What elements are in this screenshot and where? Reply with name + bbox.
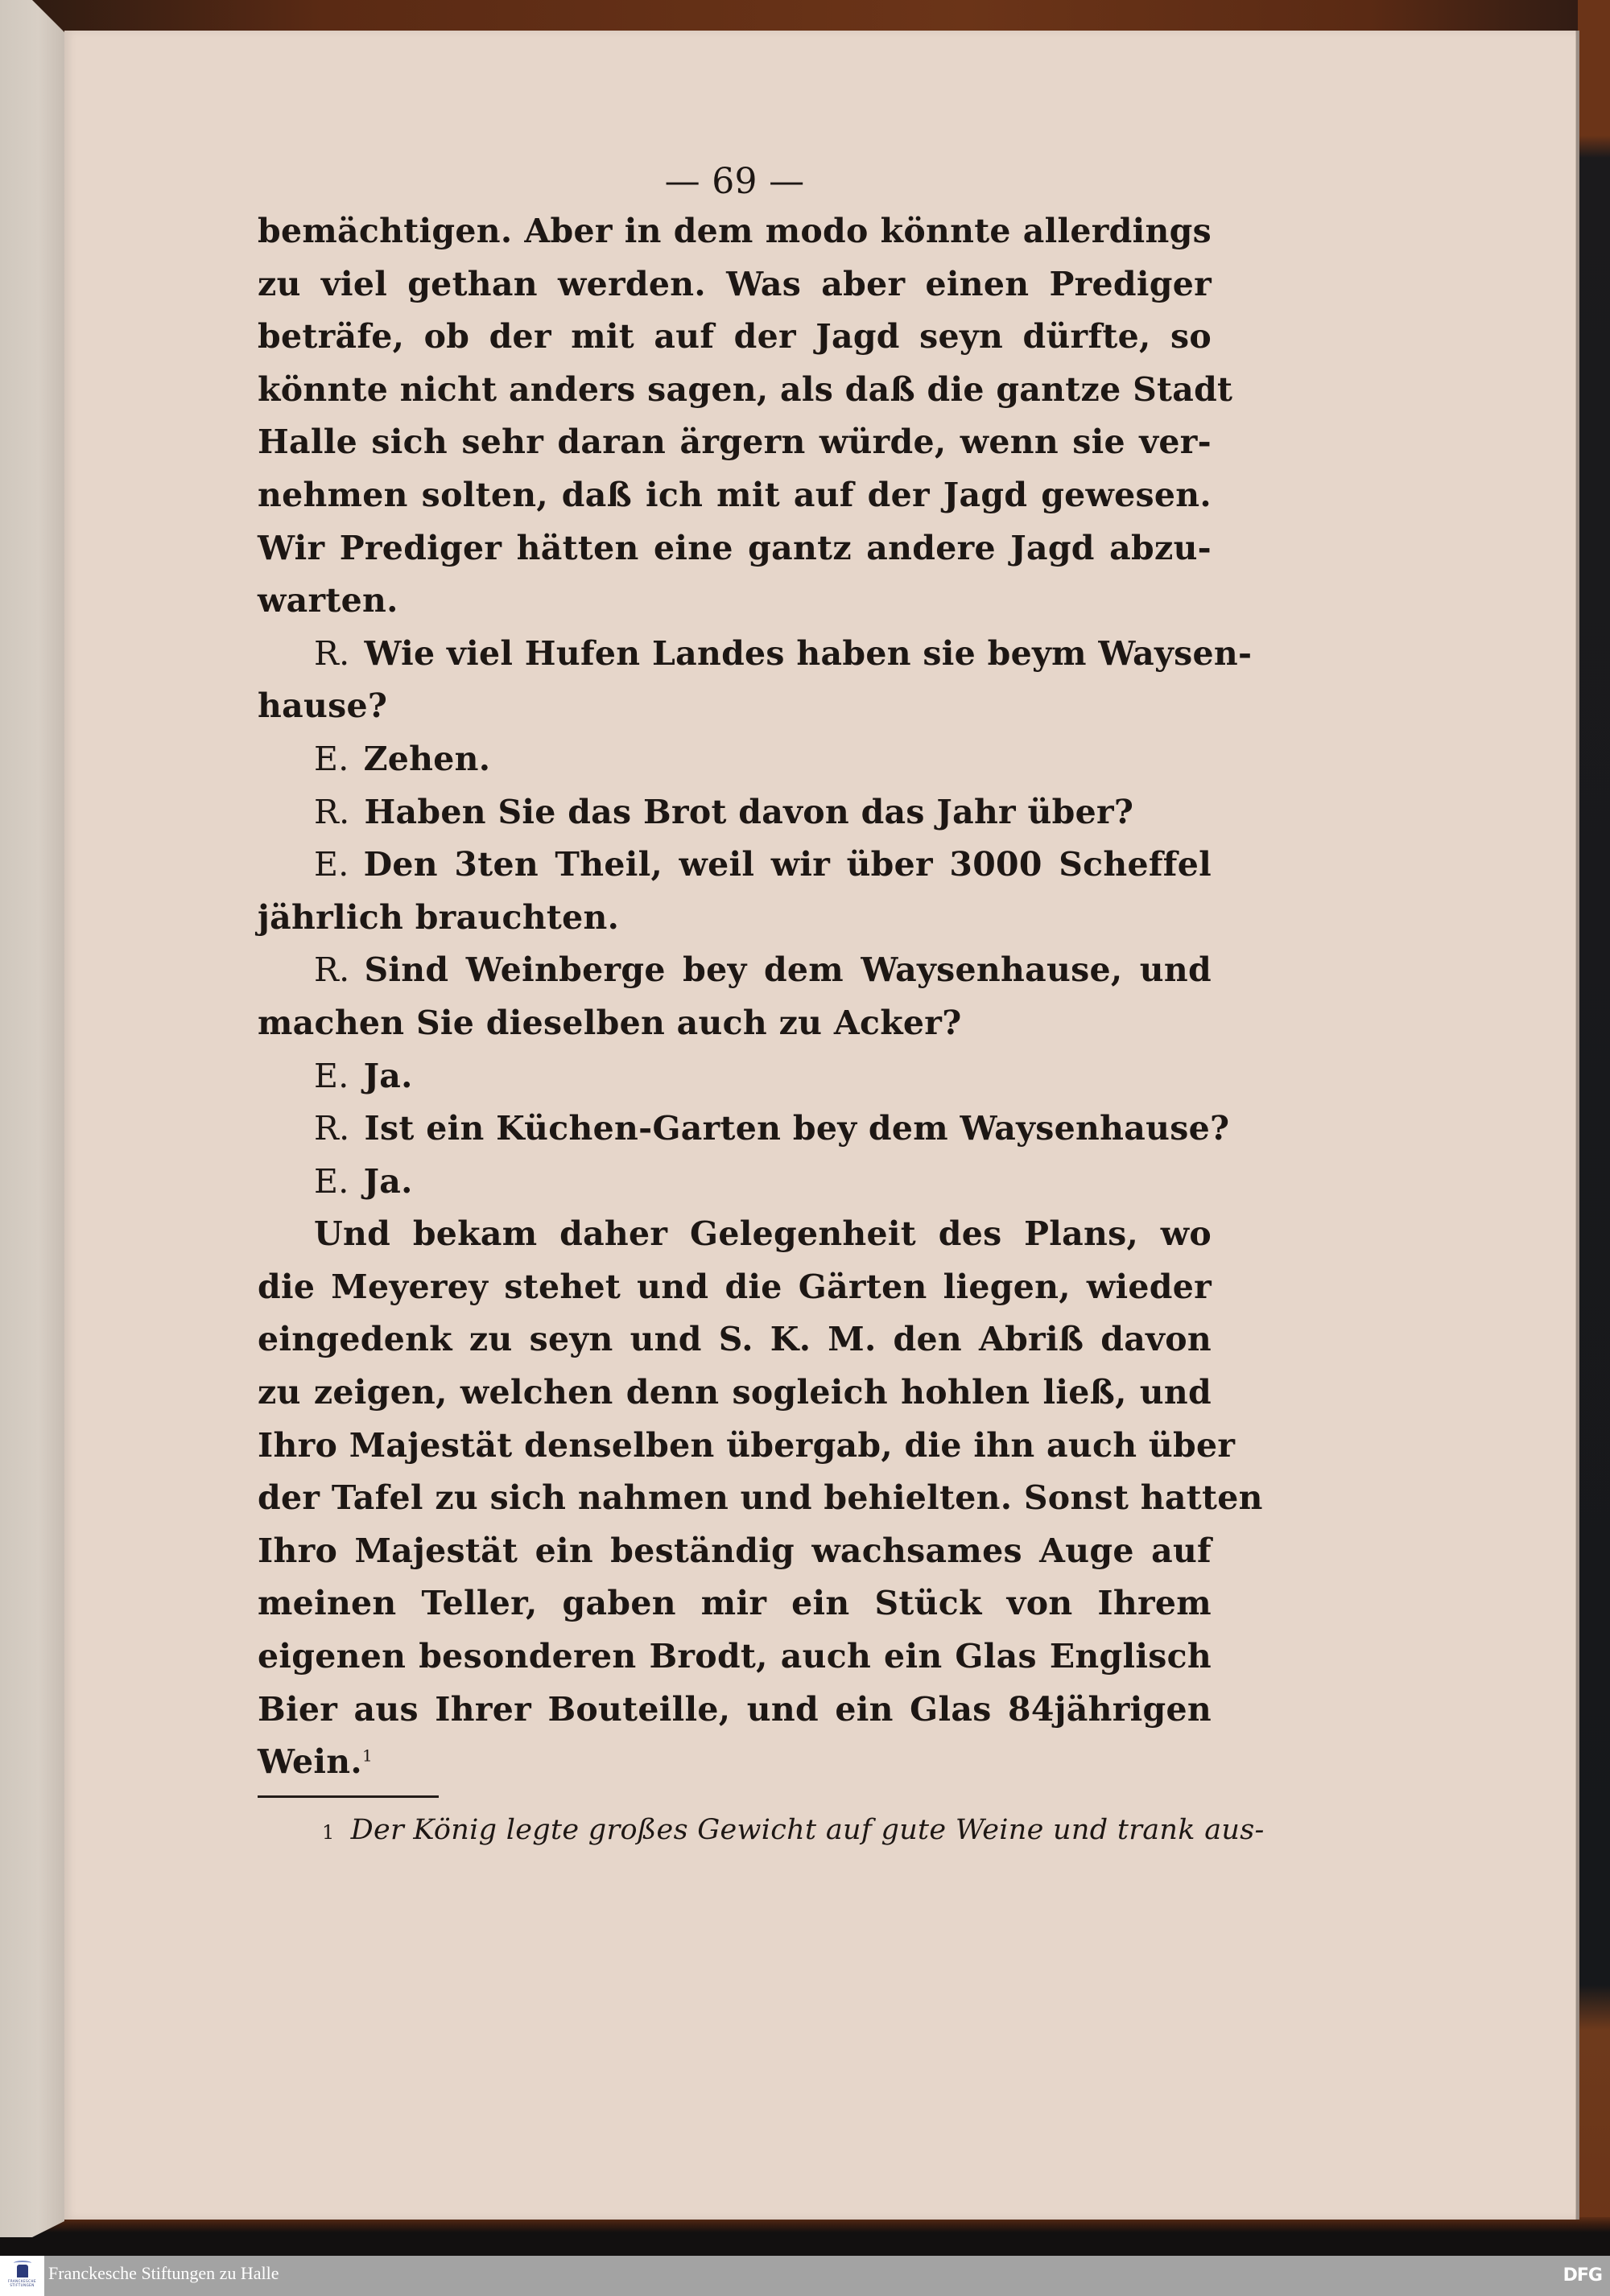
line-text: Den 3ten Theil, weil wir über 3000 Scheffel — [363, 845, 1212, 884]
line-text: meinen Teller, gaben mir ein Stück von Ihrem — [258, 1584, 1212, 1623]
line-text: Haben Sie das Brot davon das Jahr über? — [364, 792, 1134, 831]
book-binding-right — [1578, 0, 1610, 2256]
text-line — [258, 1050, 1212, 1103]
speaker-label: R. — [314, 633, 350, 673]
text-line — [258, 1366, 1212, 1420]
text-line — [258, 1103, 1230, 1156]
logo-caption-line1: FRANCKESCHE — [8, 2279, 36, 2283]
footnote-text: Der König legte großes Gewicht auf gute Weine und trank aus- — [350, 1813, 1265, 1846]
line-text: jährlich brauchten. — [258, 897, 620, 937]
line-text: könnte nicht anders sagen, als daß die gantze Stadt — [258, 369, 1233, 409]
line-text: beträfe, ob der mit auf der Jagd seyn dürfte, so — [258, 317, 1212, 357]
institution-logo[interactable] — [0, 2256, 44, 2296]
text-line — [258, 628, 1253, 681]
logo-caption-line2: STIFTUNGEN — [10, 2283, 35, 2287]
line-text: Und bekam daher Gelegenheit des Plans, wo — [314, 1214, 1212, 1254]
footnote-reference[interactable]: 1 — [361, 1746, 373, 1766]
text-line — [258, 1577, 1212, 1630]
text-line — [258, 944, 1212, 997]
line-text: zu zeigen, welchen denn sogleich hohlen ließ, und — [258, 1373, 1212, 1412]
dfg-logo: DFG — [1563, 2265, 1602, 2286]
footnote-number: 1 — [322, 1820, 335, 1844]
speaker-label: R. — [314, 950, 350, 990]
text-line — [258, 680, 1212, 733]
footnote — [258, 1813, 1265, 1846]
line-text: die Meyerey stehet und die Gärten liegen, wieder — [258, 1267, 1212, 1306]
text-line — [258, 1525, 1212, 1578]
text-line — [258, 1630, 1212, 1684]
footer-bar — [0, 2256, 1610, 2296]
line-text: der Tafel zu sich nahmen und behielten. Sonst hatten — [258, 1478, 1263, 1518]
speaker-label: E. — [314, 845, 349, 884]
line-text: Ist ein Küchen-Garten bey dem Waysenhause? — [364, 1109, 1230, 1148]
line-text: warten. — [258, 581, 398, 620]
speaker-label: R. — [314, 792, 350, 831]
text-line — [258, 786, 1212, 839]
line-text: machen Sie dieselben auch zu Acker? — [258, 1003, 962, 1042]
text-line — [258, 1684, 1212, 1737]
line-text: Ja. — [363, 1056, 413, 1095]
line-text: zu viel gethan werden. Was aber einen Prediger — [258, 264, 1212, 303]
line-text: Ihro Majestät denselben übergab, die ihn auch über — [258, 1425, 1236, 1465]
left-flyleaf — [0, 0, 64, 2237]
text-line — [258, 258, 1212, 311]
line-text: Bier aus Ihrer Bouteille, und ein Glas 84jährigen — [258, 1689, 1212, 1729]
text-line — [258, 892, 1212, 945]
line-text: Wein. — [258, 1742, 362, 1782]
line-text: nehmen solten, daß ich mit auf der Jagd gewesen. — [258, 475, 1212, 514]
line-text: Wir Prediger hätten eine gantz andere Jagd abzu- — [258, 528, 1212, 567]
book-binding-bottom — [0, 2217, 1610, 2256]
text-lines — [258, 205, 1263, 1789]
logo-caption — [8, 2279, 36, 2287]
line-text: Ja. — [363, 1161, 413, 1201]
speaker-label: E. — [314, 739, 349, 778]
text-line — [258, 1156, 1212, 1209]
text-line — [258, 1261, 1212, 1314]
text-line — [258, 1208, 1212, 1261]
line-text: bemächtigen. Aber in dem modo könnte allerdings — [258, 212, 1212, 250]
line-text: eigenen besonderen Brodt, auch ein Glas Englisch — [258, 1637, 1212, 1676]
line-text: hause? — [258, 686, 388, 726]
speaker-label: R. — [314, 1109, 350, 1148]
speaker-label: E. — [314, 1161, 349, 1201]
text-line — [258, 997, 1212, 1050]
line-text: Wie viel Hufen Landes haben sie beym Waysen- — [364, 633, 1253, 673]
line-text: Zehen. — [363, 739, 491, 778]
text-line — [258, 839, 1212, 892]
page-edge — [1576, 31, 1579, 2220]
text-line — [258, 1472, 1263, 1525]
text-line — [258, 469, 1212, 522]
text-line — [258, 416, 1212, 469]
text-line — [258, 733, 1212, 786]
text-line — [258, 575, 1212, 628]
speaker-label: E. — [314, 1056, 349, 1095]
page-number: — 69 — — [664, 161, 805, 202]
text-line — [258, 205, 1212, 258]
line-text: eingedenk zu seyn und S. K. M. den Abriß davon — [258, 1320, 1212, 1359]
francke-logo-icon — [17, 2265, 28, 2277]
footnote-rule — [258, 1795, 439, 1798]
text-line — [258, 1420, 1236, 1473]
text-line — [258, 522, 1212, 575]
text-line — [258, 311, 1212, 364]
institution-name: Franckesche Stiftungen zu Halle — [48, 2263, 279, 2283]
page-text — [258, 161, 1265, 1846]
line-text: Ihro Majestät ein beständig wachsames Auge auf — [258, 1531, 1212, 1570]
text-line — [258, 1736, 1212, 1789]
line-text: Halle sich sehr daran ärgern würde, wenn sie ver- — [258, 423, 1212, 462]
text-line — [258, 1313, 1212, 1366]
line-text: Sind Weinberge bey dem Waysenhause, und — [364, 950, 1212, 990]
text-line — [258, 364, 1233, 417]
